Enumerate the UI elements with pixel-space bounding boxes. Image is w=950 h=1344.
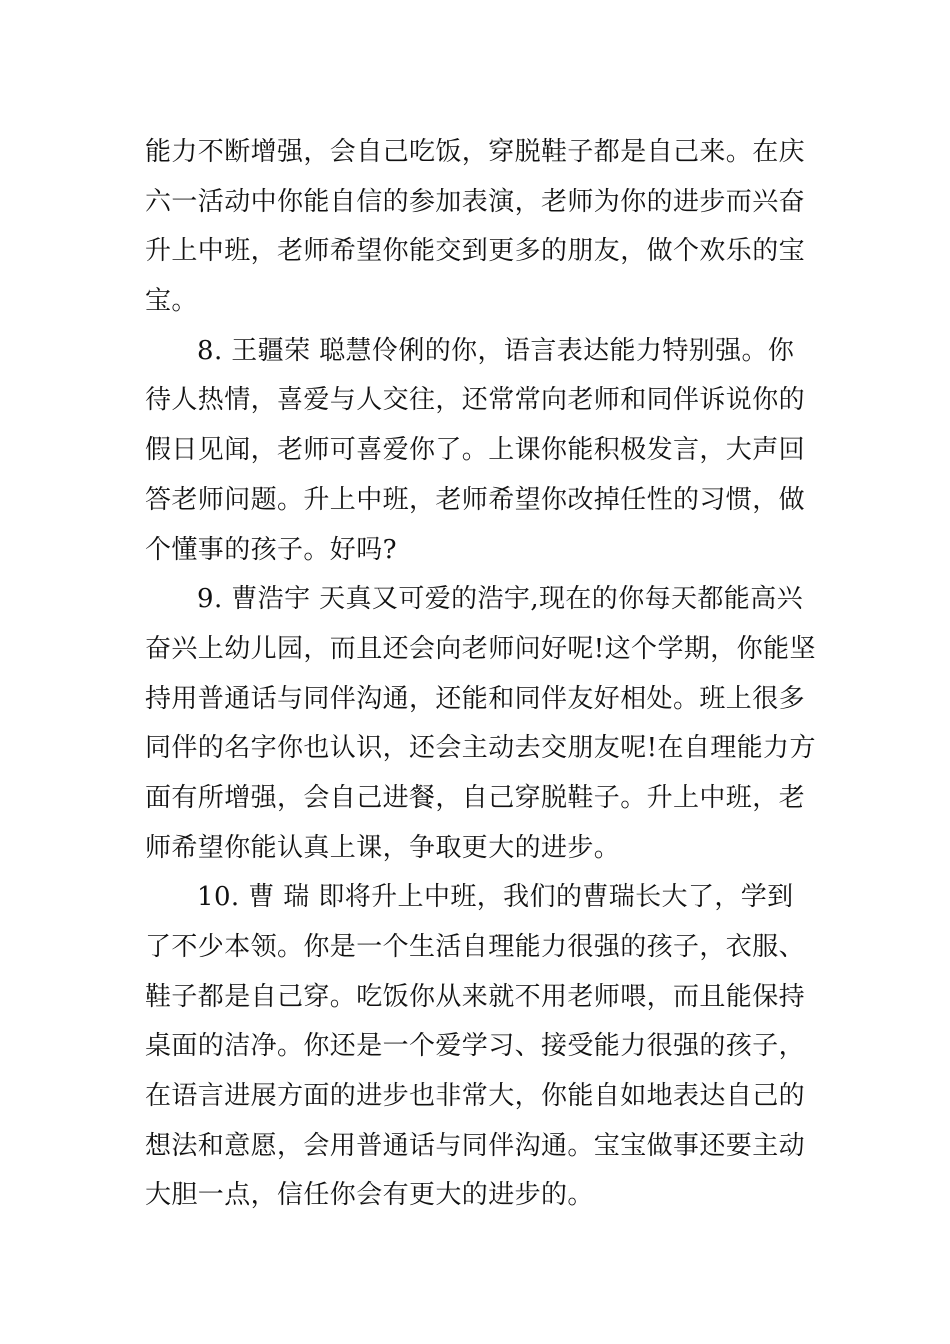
text-line: 升上中班，老师希望你能交到更多的朋友，做个欢乐的宝 [145, 236, 806, 267]
paragraph-start-10: 10. 曹 瑞 即将升上中班，我们的曹瑞长大了，学到 [197, 882, 794, 913]
text-line: 个懂事的孩子。好吗? [145, 534, 397, 565]
text-line: 待人热情，喜爱与人交往，还常常向老师和同伴诉说你的 [145, 385, 806, 416]
text-line: 桌面的洁净。你还是一个爱学习、接受能力很强的孩子， [145, 1031, 806, 1062]
body-text [145, 128, 815, 1221]
text-line: 持用普通话与同伴沟通，还能和同伴友好相处。班上很多 [145, 683, 806, 714]
text-line: 想法和意愿，会用普通话与同伴沟通。宝宝做事还要主动 [145, 1130, 806, 1161]
text-line: 同伴的名字你也认识，还会主动去交朋友呢!在自理能力方 [145, 733, 816, 764]
text-line: 师希望你能认真上课，争取更大的进步。 [145, 832, 621, 863]
text-line: 假日见闻，老师可喜爱你了。上课你能积极发言，大声回 [145, 435, 806, 466]
text-line: 大胆一点，信任你会有更大的进步的。 [145, 1180, 594, 1211]
text-line: 能力不断增强，会自己吃饭，穿脱鞋子都是自己来。在庆 [145, 137, 806, 167]
text-line: 鞋子都是自己穿。吃饭你从来就不用老师喂，而且能保持 [145, 981, 806, 1012]
text-line: 面有所增强，会自己进餐，自己穿脱鞋子。升上中班，老 [145, 782, 806, 813]
text-line: 宝。 [145, 286, 198, 317]
paragraph-start-9: 9. 曹浩宇 天真又可爱的浩宇,现在的你每天都能高兴 [197, 584, 804, 615]
text-line: 在语言进展方面的进步也非常大，你能自如地表达自己的 [145, 1081, 806, 1112]
text-line: 答老师问题。升上中班，老师希望你改掉任性的习惯，做 [145, 484, 806, 515]
text-line: 六一活动中你能自信的参加表演，老师为你的进步而兴奋 [145, 186, 806, 217]
text-line: 奋兴上幼儿园，而且还会向老师问好呢!这个学期，你能坚 [145, 633, 816, 664]
paragraph-start-8: 8. 王疆荣 聪慧伶俐的你，语言表达能力特别强。你 [197, 335, 795, 366]
text-line: 了不少本领。你是一个生活自理能力很强的孩子，衣服、 [145, 932, 806, 962]
